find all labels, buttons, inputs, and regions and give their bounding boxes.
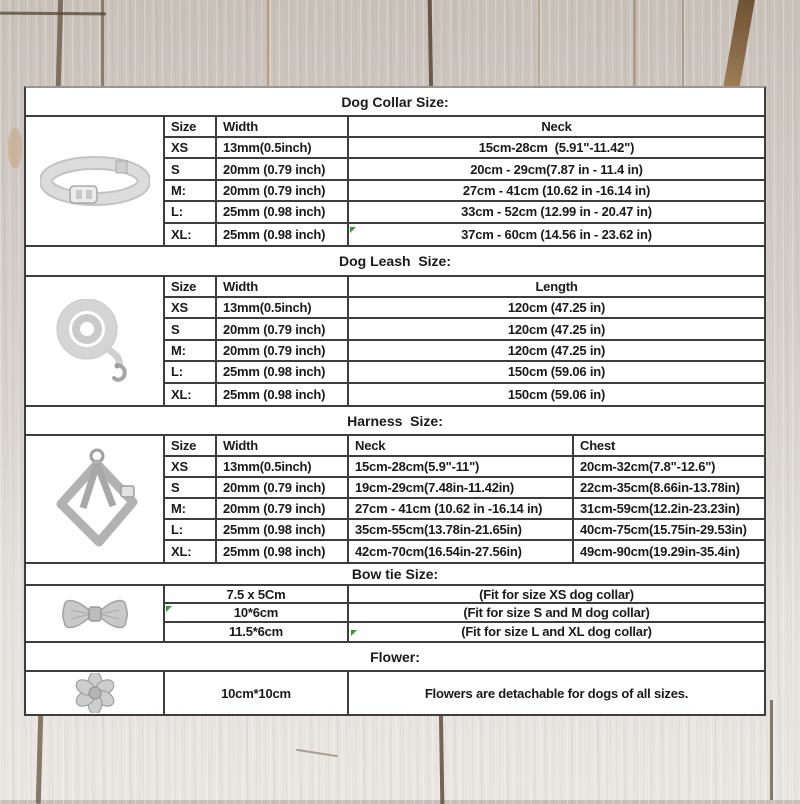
leash-section-title: Dog Leash Size:	[26, 247, 764, 277]
harness-cell-neck: 19cm-29cm(7.48in-11.42in)	[349, 478, 574, 499]
leash-table	[26, 277, 764, 407]
dog-harness-image	[47, 446, 143, 552]
collar-cell-size: M:	[165, 181, 217, 202]
harness-cell-width: 25mm (0.98 inch)	[217, 520, 349, 541]
collar-cell-size: XL:	[165, 224, 217, 245]
leash-cell-length: 120cm (47.25 in)	[349, 319, 764, 340]
bowtie-cell-dim: 10*6cm	[165, 604, 349, 622]
harness-col-neck: Neck	[349, 436, 574, 457]
collar-cell-width: 25mm (0.98 inch)	[217, 202, 349, 223]
leash-col-length: Length	[349, 277, 764, 298]
harness-cell-size: S	[165, 478, 217, 499]
leash-cell-size: XS	[165, 298, 217, 319]
leash-cell-width: 13mm(0.5inch)	[217, 298, 349, 319]
harness-image-cell	[26, 436, 165, 562]
collar-cell-width: 25mm (0.98 inch)	[217, 224, 349, 245]
leash-grid	[165, 277, 764, 405]
flower-section-title: Flower:	[26, 643, 764, 672]
leash-cell-length: 150cm (59.06 in)	[507, 386, 606, 402]
harness-cell-size: L:	[165, 520, 217, 541]
flower-image-cell	[26, 672, 165, 714]
collar-cell-neck: 27cm - 41cm (10.62 in -16.14 in)	[349, 181, 764, 202]
wood-plank-gap	[722, 0, 755, 95]
harness-cell-size: XS	[165, 457, 217, 478]
leash-cell-length: 120cm (47.25 in)	[349, 341, 764, 362]
harness-cell-neck: 35cm-55cm(13.78in-21.65in)	[349, 520, 574, 541]
bowtie-image-cell	[26, 586, 165, 641]
harness-table	[26, 436, 764, 564]
leash-cell-width: 25mm (0.98 inch)	[217, 384, 349, 405]
bowtie-cell-fit: (Fit for size L and XL dog collar)	[461, 624, 652, 640]
leash-cell-length: 150cm (59.06 in)	[349, 362, 764, 383]
collar-col-size: Size	[165, 117, 217, 138]
leash-image-cell	[26, 277, 165, 405]
size-chart-panel	[24, 86, 766, 716]
harness-cell-neck: 27cm - 41cm (10.62 in -16.14 in)	[349, 499, 574, 520]
cell-artifact-mark	[166, 606, 172, 612]
harness-cell-size: XL:	[165, 541, 217, 562]
wood-streak	[633, 0, 636, 88]
harness-cell-chest: 40cm-75cm(15.75in-29.53in)	[574, 520, 764, 541]
dog-collar-image	[40, 155, 150, 207]
leash-col-width: Width	[217, 277, 349, 298]
collar-table	[26, 117, 764, 247]
wood-scratch	[296, 749, 338, 758]
harness-cell-width: 20mm (0.79 inch)	[217, 499, 349, 520]
wood-plank-gap	[770, 700, 773, 800]
wood-knot-patch	[8, 128, 22, 168]
leash-cell-length: 120cm (47.25 in)	[349, 298, 764, 319]
collar-cell-size: S	[165, 159, 217, 180]
harness-col-chest: Chest	[574, 436, 764, 457]
harness-section-title: Harness Size:	[26, 407, 764, 436]
harness-col-size: Size	[165, 436, 217, 457]
bowtie-cell-dim: 7.5 x 5Cm	[165, 586, 349, 604]
collar-col-width: Width	[217, 117, 349, 138]
collar-cell-neck: 20cm - 29cm(7.87 in - 11.4 in)	[349, 159, 764, 180]
leash-cell-size: M:	[165, 341, 217, 362]
harness-cell-neck: 42cm-70cm(16.54in-27.56in)	[349, 541, 574, 562]
bowtie-cell-fit: (Fit for size S and M dog collar)	[349, 604, 764, 622]
bowtie-grid	[165, 586, 764, 641]
wood-plank-edge	[682, 0, 684, 90]
collar-cell-neck: 15cm-28cm (5.91"-11.42")	[349, 138, 764, 159]
collar-section-title: Dog Collar Size:	[26, 88, 764, 117]
wood-streak	[267, 0, 269, 90]
collar-cell-neck: 33cm - 52cm (12.99 in - 20.47 in)	[349, 202, 764, 223]
harness-cell-neck: 15cm-28cm(5.9"-11")	[349, 457, 574, 478]
collar-cell-size: L:	[165, 202, 217, 223]
leash-cell-size: XL:	[165, 384, 217, 405]
bowtie-table	[26, 586, 764, 643]
bowtie-section-title: Bow tie Size:	[26, 564, 764, 586]
collar-cell-width: 13mm(0.5inch)	[217, 138, 349, 159]
leash-cell-width: 20mm (0.79 inch)	[217, 319, 349, 340]
harness-cell-width: 20mm (0.79 inch)	[217, 478, 349, 499]
collar-cell-size: XS	[165, 138, 217, 159]
bowtie-cell-fit: (Fit for size XS dog collar)	[349, 586, 764, 604]
flower-image	[72, 673, 118, 713]
harness-cell-chest: 22cm-35cm(8.66in-13.78in)	[574, 478, 764, 499]
bowtie-cell-dim: 11.5*6cm	[165, 623, 349, 641]
collar-cell-width: 20mm (0.79 inch)	[217, 159, 349, 180]
flower-grid	[165, 672, 764, 714]
dog-leash-image	[51, 299, 139, 384]
collar-grid	[165, 117, 764, 245]
harness-cell-chest: 20cm-32cm(7.8"-12.6")	[574, 457, 764, 478]
wood-streak	[538, 0, 540, 88]
harness-cell-width: 13mm(0.5inch)	[217, 457, 349, 478]
harness-col-width: Width	[217, 436, 349, 457]
harness-grid	[165, 436, 764, 562]
harness-cell-chest: 49cm-90cm(19.29in-35.4in)	[580, 544, 740, 559]
collar-cell-width: 20mm (0.79 inch)	[217, 181, 349, 202]
harness-cell-chest: 31cm-59cm(12.2in-23.23in)	[574, 499, 764, 520]
flower-cell-note: Flowers are detachable for dogs of all sizes.	[424, 685, 689, 701]
collar-image-cell	[26, 117, 165, 245]
cell-artifact-mark	[350, 227, 356, 233]
harness-cell-width: 25mm (0.98 inch)	[217, 541, 349, 562]
leash-cell-width: 25mm (0.98 inch)	[217, 362, 349, 383]
harness-cell-size: M:	[165, 499, 217, 520]
cell-artifact-mark	[351, 630, 357, 636]
leash-cell-size: S	[165, 319, 217, 340]
wood-crack	[0, 12, 106, 16]
bow-tie-image	[61, 594, 129, 634]
leash-col-size: Size	[165, 277, 217, 298]
flower-cell-dim: 10cm*10cm	[165, 672, 349, 714]
collar-col-neck: Neck	[349, 117, 764, 138]
leash-cell-width: 20mm (0.79 inch)	[217, 341, 349, 362]
collar-cell-neck: 37cm - 60cm (14.56 in - 23.62 in)	[461, 226, 652, 242]
leash-cell-size: L:	[165, 362, 217, 383]
flower-table	[26, 672, 764, 714]
